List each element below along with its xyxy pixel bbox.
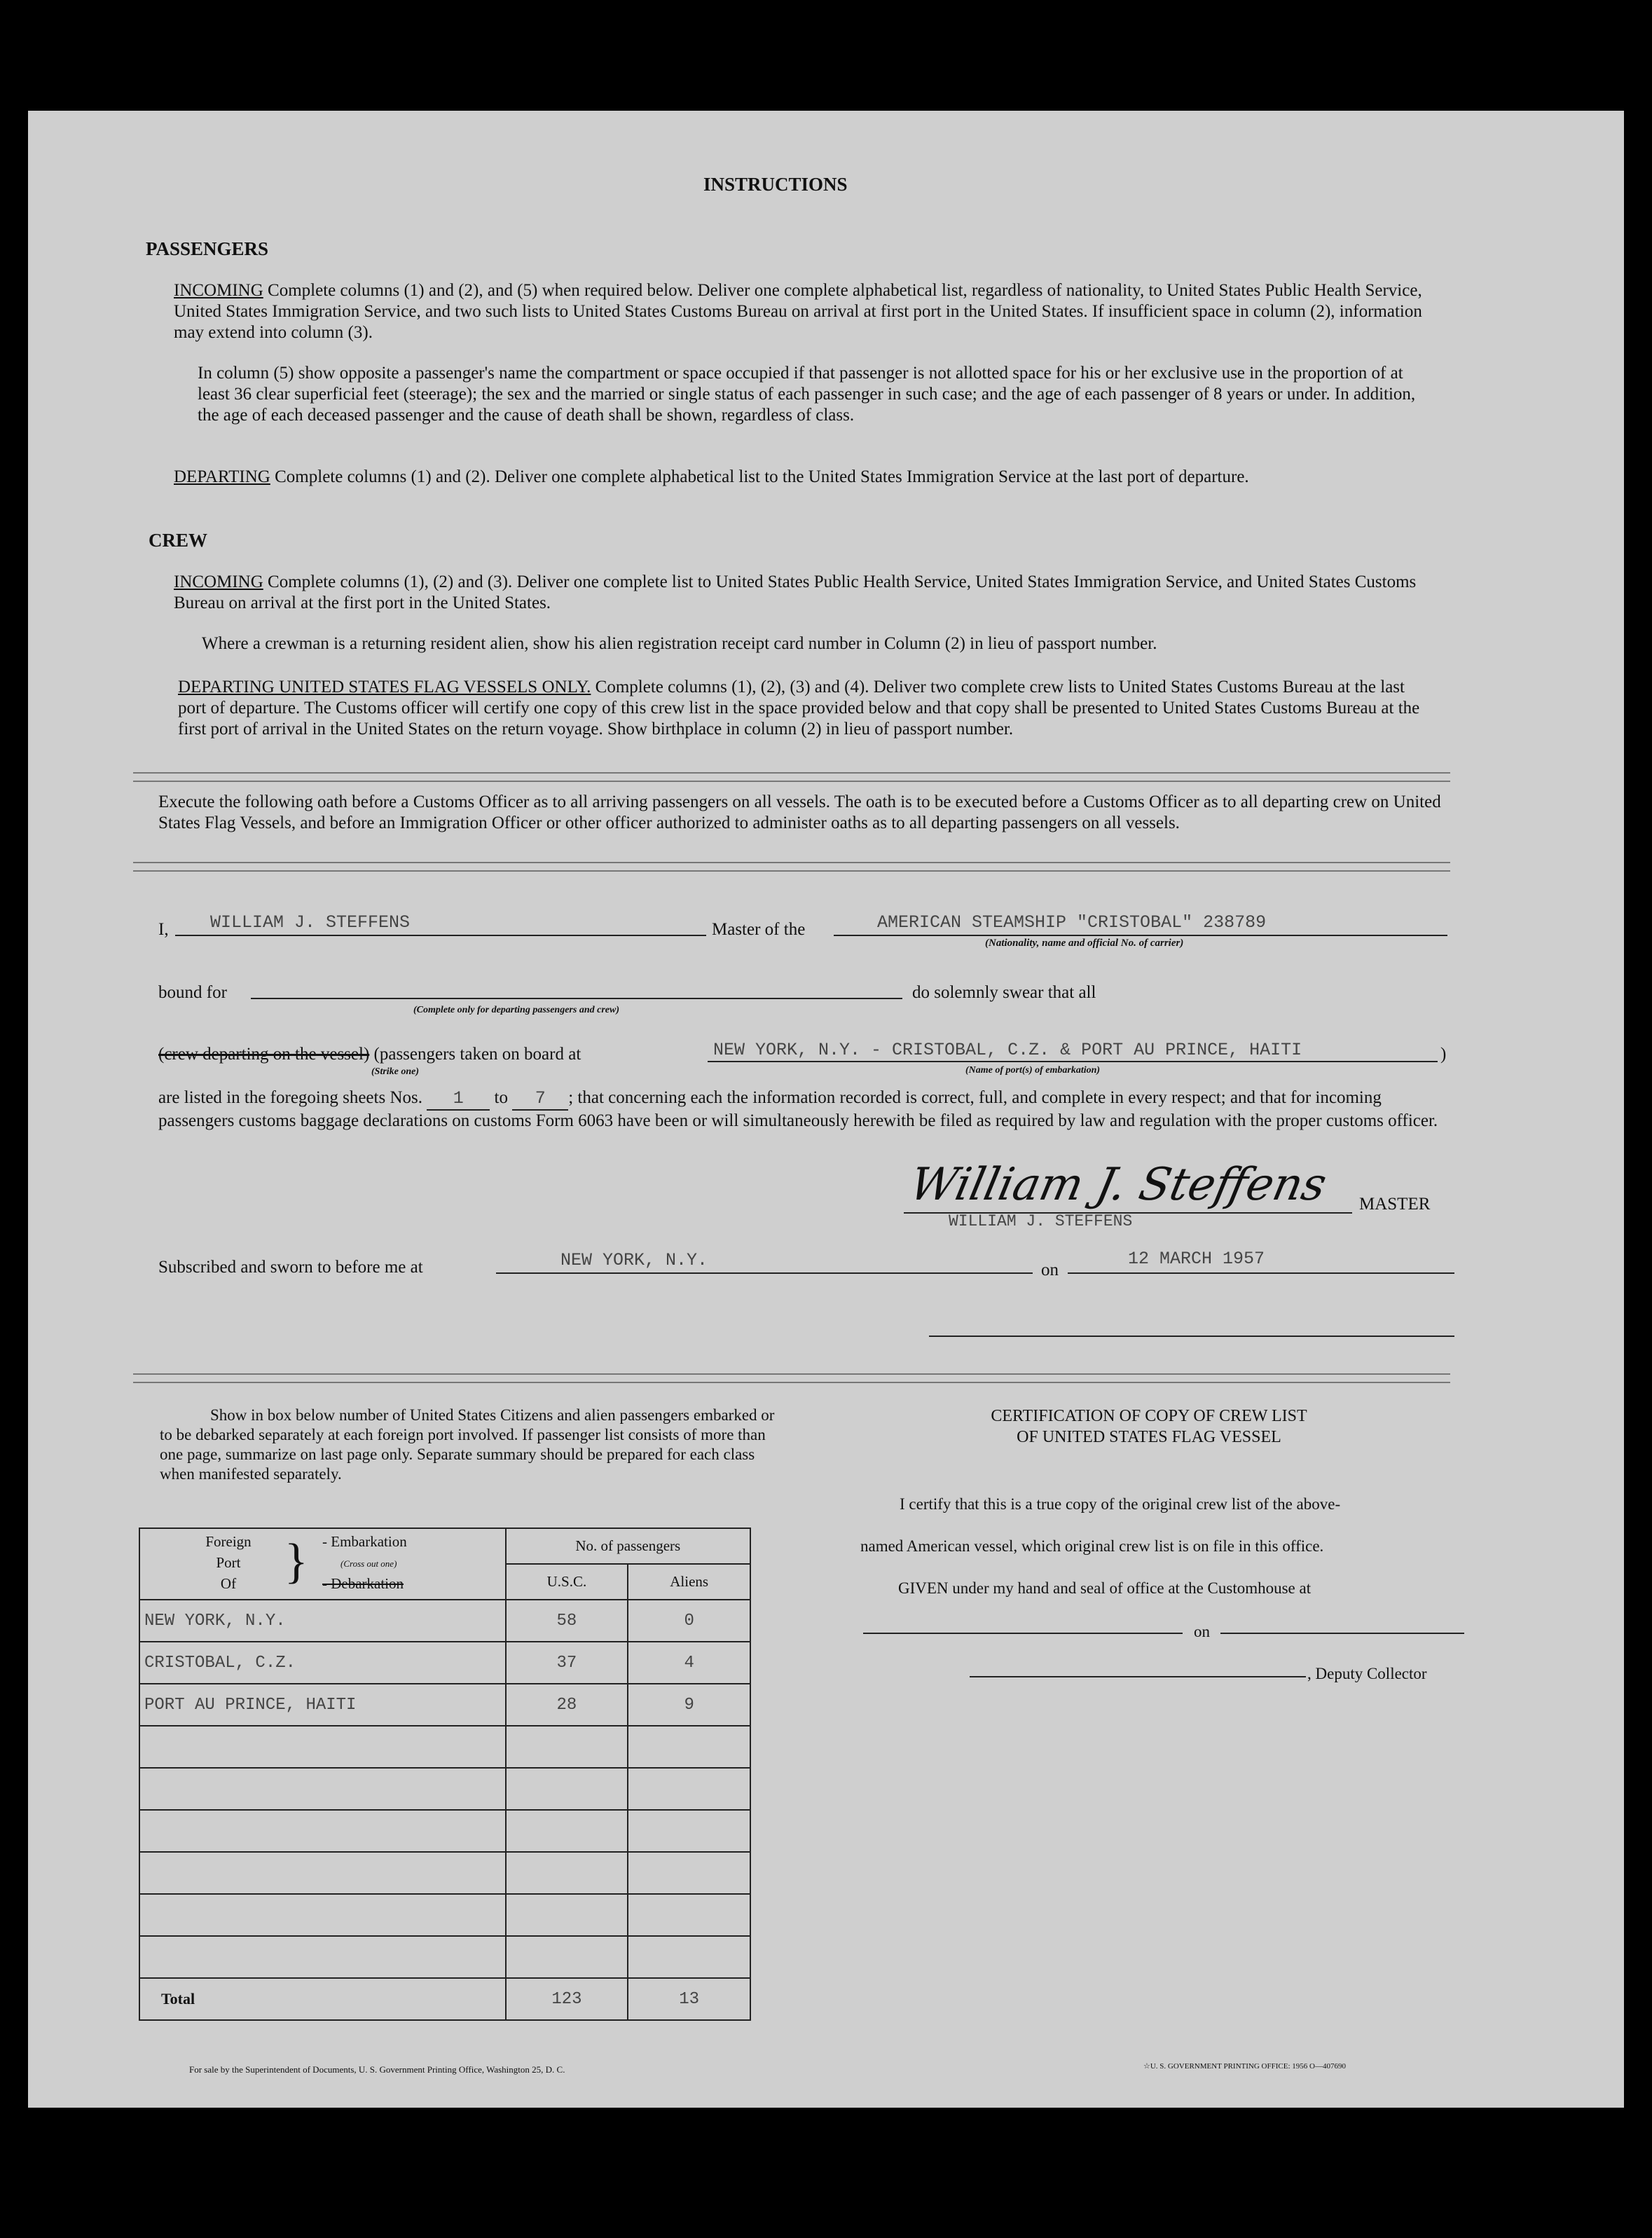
port-cell[interactable]: PORT AU PRINCE, HAITI bbox=[139, 1684, 506, 1726]
crew-incoming-text: Complete columns (1), (2) and (3). Deliver one complete list to United States Public Health Service, United States Immigration Service, and United States Customs Bureau on arrival at the first port in the United States. bbox=[174, 572, 1417, 612]
summary-header-row bbox=[139, 1528, 750, 1564]
no-passengers-header: No. of passengers bbox=[506, 1528, 750, 1564]
aliens-cell[interactable]: 4 bbox=[628, 1642, 750, 1684]
usc-cell[interactable] bbox=[506, 1936, 628, 1978]
table-row bbox=[139, 1936, 750, 1978]
deputy-collector-line bbox=[970, 1676, 1306, 1677]
passengers-departing-label: DEPARTING bbox=[174, 467, 270, 486]
sworn-place-line bbox=[496, 1272, 1033, 1274]
sheet-to-label: to bbox=[494, 1088, 508, 1107]
aliens-cell[interactable]: 9 bbox=[628, 1684, 750, 1726]
port-cell[interactable] bbox=[139, 1894, 506, 1936]
oath-instructions: Execute the following oath before a Customs Officer as to all arriving passengers on all vessels. The oath is to be executed before a Customs Officer as to all departing crew on United States Flag Vessels, and before an Immigration Officer or other officer authorized to administer oaths as to all departing passengers on all vessels. bbox=[158, 792, 1441, 832]
aliens-cell[interactable] bbox=[628, 1894, 750, 1936]
usc-cell[interactable] bbox=[506, 1810, 628, 1852]
passengers-incoming-paragraph bbox=[174, 280, 1422, 343]
aliens-cell[interactable] bbox=[628, 1726, 750, 1768]
passengers-departing-paragraph bbox=[174, 467, 1422, 488]
port-cell[interactable] bbox=[139, 1768, 506, 1810]
sheet-to-field[interactable]: 7 bbox=[512, 1088, 568, 1111]
footer-right: ☆U. S. GOVERNMENT PRINTING OFFICE: 1956 O—407690 bbox=[1143, 2062, 1346, 2071]
certification-text-line3: GIVEN under my hand and seal of office at the Customhouse at bbox=[898, 1579, 1312, 1597]
certification-title-line1: CERTIFICATION OF COPY OF CREW LIST bbox=[991, 1407, 1307, 1425]
col-foreign-label: Foreign bbox=[205, 1533, 252, 1550]
footer-left: For sale by the Superintendent of Documents, U. S. Government Printing Office, Washington 25, D. C. bbox=[189, 2064, 565, 2075]
usc-cell[interactable] bbox=[506, 1894, 628, 1936]
total-row bbox=[139, 1978, 750, 2020]
summary-instructions: Show in box below number of United States Citizens and alien passengers embarked or to be debarked separately at each foreign port involved. If passenger list consists of more than one page, summarize on last page only. Separate summary should be prepared for each class when manifested separately. bbox=[160, 1406, 775, 1483]
certification-date-line bbox=[1220, 1633, 1464, 1634]
deputy-collector-label: , Deputy Collector bbox=[1307, 1665, 1427, 1682]
table-row bbox=[139, 1726, 750, 1768]
port-cell[interactable]: CRISTOBAL, C.Z. bbox=[139, 1642, 506, 1684]
master-name-line bbox=[175, 935, 706, 936]
port-cell[interactable] bbox=[139, 1726, 506, 1768]
table-row bbox=[139, 1852, 750, 1894]
ports-field[interactable]: NEW YORK, N.Y. - CRISTOBAL, C.Z. & PORT AU PRINCE, HAITI bbox=[713, 1040, 1302, 1060]
table-row bbox=[139, 1684, 750, 1726]
strike-caption: (Strike one) bbox=[371, 1066, 420, 1077]
crew-departing-text: Complete columns (1), (2), (3) and (4). Deliver two complete crew lists to United States Customs Bureau at the last port of departure. The Customs officer will certify one copy of this crew list in the space provided below and that copy shall be presented to United States Customs Bureau at the first port of arrival in the United States on the return voyage. Show birthplace in column (2) in lieu of passport number. bbox=[178, 678, 1420, 739]
crew-incoming-paragraph bbox=[174, 572, 1422, 614]
port-cell[interactable]: NEW YORK, N.Y. bbox=[139, 1600, 506, 1642]
passengers-heading: PASSENGERS bbox=[146, 238, 269, 259]
port-header-cell bbox=[139, 1528, 506, 1600]
brace-icon: } bbox=[284, 1535, 308, 1588]
passengers-taken-text: (passengers taken on board at bbox=[373, 1045, 581, 1064]
section-divider bbox=[133, 1373, 1450, 1383]
crew-struck-text bbox=[158, 1044, 581, 1065]
usc-cell[interactable] bbox=[506, 1768, 628, 1810]
vessel-line bbox=[834, 935, 1447, 936]
crew-incoming-label: INCOMING bbox=[174, 572, 263, 591]
total-label: Total bbox=[139, 1978, 506, 2020]
crew-struck-option: (crew departing on the vessel) bbox=[158, 1045, 370, 1064]
debarkation-label: - Debarkation bbox=[322, 1575, 404, 1592]
master-of-label: Master of the bbox=[712, 920, 806, 939]
sheet-from-field[interactable]: 1 bbox=[427, 1088, 490, 1111]
sworn-on-label: on bbox=[1041, 1261, 1059, 1279]
aliens-cell[interactable] bbox=[628, 1810, 750, 1852]
embarkation-label: - Embarkation bbox=[322, 1533, 407, 1550]
vessel-field[interactable]: AMERICAN STEAMSHIP "CRISTOBAL" 238789 bbox=[877, 912, 1267, 933]
sworn-place-field[interactable]: NEW YORK, N.Y. bbox=[560, 1250, 708, 1270]
certification-title-line2: OF UNITED STATES FLAG VESSEL bbox=[1017, 1428, 1281, 1446]
passenger-summary-table bbox=[139, 1528, 751, 2021]
ports-close-paren: ) bbox=[1440, 1045, 1447, 1064]
crew-alien-paragraph: Where a crewman is a returning resident alien, show his alien registration receipt card number in Column (2) in lieu of passport number. bbox=[202, 634, 1157, 653]
aliens-cell[interactable] bbox=[628, 1768, 750, 1810]
certification-text-line1: I certify that this is a true copy of the original crew list of the above- bbox=[900, 1495, 1341, 1513]
cross-out-label: (Cross out one) bbox=[340, 1558, 397, 1569]
table-row bbox=[139, 1768, 750, 1810]
aliens-cell[interactable]: 0 bbox=[628, 1600, 750, 1642]
aliens-cell[interactable] bbox=[628, 1936, 750, 1978]
master-name-field[interactable]: WILLIAM J. STEFFENS bbox=[210, 912, 411, 933]
aliens-cell[interactable] bbox=[628, 1852, 750, 1894]
swear-text: do solemnly swear that all bbox=[912, 983, 1096, 1002]
bound-for-label: bound for bbox=[158, 983, 227, 1002]
passengers-column5-paragraph: In column (5) show opposite a passenger's name the compartment or space occupied if that passenger is not allotted space for his or her exclusive use in the proportion of at least 36 clear superficial feet (steerage); the sex and the married or single status of each passenger in such case; and the age of each passenger of 8 years or under. In addition, the age of each deceased passenger and the cause of death shall be shown, regardless of class. bbox=[198, 364, 1416, 425]
certification-on-label: on bbox=[1194, 1623, 1210, 1640]
col-of-label: Of bbox=[220, 1575, 237, 1592]
passengers-incoming-label: INCOMING bbox=[174, 281, 263, 300]
subscribed-label: Subscribed and sworn to before me at bbox=[158, 1258, 423, 1277]
vessel-caption: (Nationality, name and official No. of carrier) bbox=[985, 938, 1184, 949]
master-label: MASTER bbox=[1359, 1195, 1431, 1214]
table-row bbox=[139, 1642, 750, 1684]
listed-text: are listed in the foregoing sheets Nos. bbox=[158, 1088, 422, 1107]
aliens-header: Aliens bbox=[628, 1564, 750, 1600]
usc-cell[interactable]: 58 bbox=[506, 1600, 628, 1642]
usc-cell[interactable] bbox=[506, 1726, 628, 1768]
bound-for-line bbox=[251, 998, 902, 999]
crew-departing-paragraph bbox=[178, 677, 1422, 740]
usc-cell[interactable] bbox=[506, 1852, 628, 1894]
customhouse-line bbox=[863, 1633, 1183, 1634]
ports-line bbox=[708, 1061, 1438, 1062]
page-title: INSTRUCTIONS bbox=[703, 174, 848, 195]
table-row bbox=[139, 1894, 750, 1936]
certification-text-line2: named American vessel, which original crew list is on file in this office. bbox=[860, 1537, 1324, 1555]
table-row bbox=[139, 1810, 750, 1852]
crew-heading: CREW bbox=[149, 530, 208, 551]
crew-departing-label: DEPARTING UNITED STATES FLAG VESSELS ONLY. bbox=[178, 678, 591, 696]
sworn-date-field[interactable]: 12 MARCH 1957 bbox=[1128, 1249, 1265, 1269]
master-signature: William J. Steffens bbox=[905, 1159, 1331, 1211]
port-cell[interactable] bbox=[139, 1810, 506, 1852]
table-row bbox=[139, 1600, 750, 1642]
passengers-departing-text: Complete columns (1) and (2). Deliver one complete alphabetical list to the United States Immigration Service at the last port of departure. bbox=[275, 467, 1249, 486]
sworn-date-line bbox=[1068, 1272, 1454, 1274]
ports-caption: (Name of port(s) of embarkation) bbox=[965, 1065, 1101, 1076]
listed-paragraph bbox=[158, 1087, 1447, 1132]
port-cell[interactable] bbox=[139, 1936, 506, 1978]
total-aliens-cell[interactable]: 13 bbox=[628, 1978, 750, 2020]
bound-for-caption: (Complete only for departing passengers and crew) bbox=[413, 1005, 619, 1015]
usc-cell[interactable]: 28 bbox=[506, 1684, 628, 1726]
listed-rest: ; that concerning each the information recorded is correct, full, and complete in every respect; and that for incoming passengers customs baggage declarations on customs Form 6063 have been or will simultaneously herewith be filed as required by law and regulation with the proper customs officer. bbox=[158, 1088, 1438, 1130]
section-divider bbox=[133, 862, 1450, 872]
usc-cell[interactable]: 37 bbox=[506, 1642, 628, 1684]
signature-typed-name: WILLIAM J. STEFFENS bbox=[949, 1212, 1133, 1230]
passengers-incoming-text: Complete columns (1) and (2), and (5) when required below. Deliver one complete alphabetical list, regardless of nationality, to United States Public Health Service, United States Immigration Service, and two such lists to United States Customs Bureau on arrival at first port in the United States. If insufficient space in column (2), information may extend into column (3). bbox=[174, 281, 1422, 342]
officer-signature-line bbox=[929, 1336, 1454, 1337]
oath-i-label: I, bbox=[158, 920, 169, 939]
usc-header: U.S.C. bbox=[506, 1564, 628, 1600]
total-usc-cell[interactable]: 123 bbox=[506, 1978, 628, 2020]
section-divider bbox=[133, 772, 1450, 782]
port-cell[interactable] bbox=[139, 1852, 506, 1894]
col-port-label: Port bbox=[216, 1554, 241, 1571]
